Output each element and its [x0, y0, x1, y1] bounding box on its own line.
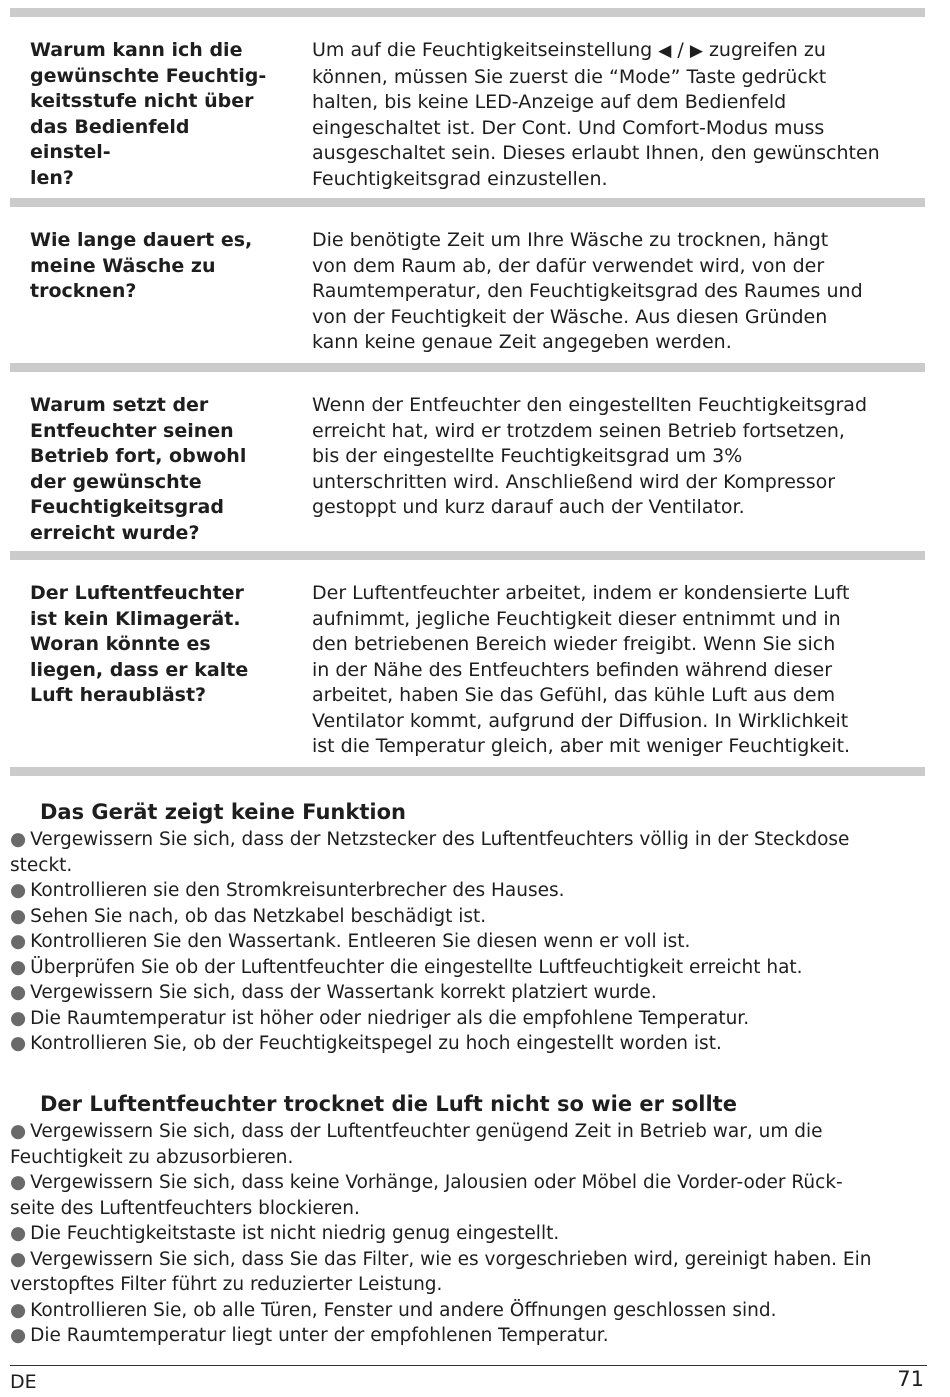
list-item: [10, 1170, 928, 1221]
bullet-list: [10, 827, 928, 1057]
list-item: [10, 955, 928, 981]
faq-question: Der Luftentfeuchter ist kein Klimagerät. Woran könnte es liegen, dass er kalte Luft heraubläst?: [30, 582, 249, 706]
list-item: [10, 980, 928, 1006]
list-item: [10, 1031, 928, 1057]
bullet-icon: ●: [10, 1121, 27, 1142]
bullet-icon: ●: [10, 956, 27, 978]
bullet-icon: ●: [10, 931, 27, 952]
faq-question: Wie lange dauert es, meine Wäsche zu trocknen?: [30, 229, 253, 302]
list-item: [10, 1006, 928, 1032]
list-item: [10, 1221, 928, 1247]
faq-row: [10, 8, 925, 198]
list-item-text: Kontrollieren sie den Stromkreisunterbrecher des Hauses.: [30, 880, 565, 901]
faq-answer: Die benötigte Zeit um Ihre Wäsche zu trocknen, hängt von dem Raum ab, der dafür verwendet wird, von der Raumtemperatur, den Feuchtigkeitsgrad des Raumes und von der Feuchtigkeit der Wäsche. Aus diesen Gründen kann keine genaue Zeit angegeben werden.: [312, 229, 863, 353]
list-item-text: Vergewissern Sie sich, dass Sie das Filter, wie es vorgeschrieben wird, gereinigt haben. Ein verstopftes Filter führt zu reduzierter Leistung.: [10, 1248, 872, 1295]
list-item-text: Kontrollieren Sie, ob der Feuchtigkeitspegel zu hoch eingestellt worden ist.: [30, 1033, 722, 1054]
faq-answer: [312, 38, 922, 192]
bullet-list: [10, 1119, 928, 1349]
troubleshooting-section-no-function: [10, 797, 928, 1057]
bullet-icon: ●: [10, 829, 27, 850]
list-item-text: Vergewissern Sie sich, dass der Wassertank korrekt platziert wurde.: [30, 982, 657, 1003]
list-item: [10, 827, 928, 878]
list-item: [10, 1247, 928, 1298]
list-item-text: Kontrollieren Sie, ob alle Türen, Fenster und andere Öffnungen geschlossen sind.: [30, 1299, 777, 1321]
page-number: 71: [897, 1367, 924, 1391]
list-item-text: Überprüfen Sie ob der Luftentfeuchter die eingestellte Luftfeuchtigkeit erreicht hat.: [30, 956, 803, 978]
list-item: [10, 1119, 928, 1170]
arrow-right-icon: ▶: [689, 41, 703, 61]
faq-question: Warum kann ich die gewünschte Feuchtig- keitsstufe nicht über das Bedienfeld einstel- len?: [30, 39, 267, 189]
bullet-icon: ●: [10, 905, 27, 927]
list-item: [10, 1323, 928, 1349]
faq-answer: Wenn der Entfeuchter den eingestellten Feuchtigkeitsgrad erreicht hat, wird er trotzdem seinen Betrieb fortsetzen, bis der eingestellte Feuchtigkeitsgrad um 3% unterschritten wird. Anschließend wird der Kompressor gestoppt und kurz darauf auch der Ventilator.: [312, 394, 868, 518]
faq-question: Warum setzt der Entfeuchter seinen Betrieb fort, obwohl der gewünschte Feuchtigkeitsgrad erreicht wurde?: [30, 394, 247, 544]
list-item: [10, 878, 928, 904]
faq-answer: Der Luftentfeuchter arbeitet, indem er kondensierte Luft aufnimmt, jegliche Feuchtigkeit dieser entnimmt und in den betriebenen Bereich wieder freigibt. Wenn Sie sich in der Nähe des Entfeuchters befinden während dieser arbeitet, haben Sie das Gefühl, das kühle Luft aus dem Ventilator kommt, aufgrund der Diffusion. In Wirklichkeit ist die Temperatur gleich, aber mit weniger Feuchtigkeit.: [312, 582, 851, 757]
section-title: Das Gerät zeigt keine Funktion: [40, 800, 406, 824]
bullet-icon: ●: [10, 1033, 27, 1054]
list-item-text: Sehen Sie nach, ob das Netzkabel beschädigt ist.: [30, 905, 487, 927]
list-item-text: Vergewissern Sie sich, dass keine Vorhänge, Jalousien oder Möbel die Vorder-oder Rück- seite des Luftentfeuchters blockieren.: [10, 1172, 843, 1219]
troubleshooting-section-not-drying: [10, 1089, 928, 1349]
list-item-text: Vergewissern Sie sich, dass der Luftentfeuchter genügend Zeit in Betrieb war, um die Feuchtigkeit zu abzusorbieren.: [10, 1121, 823, 1168]
bullet-icon: ●: [10, 1223, 27, 1244]
section-title: Der Luftentfeuchter trocknet die Luft nicht so wie er sollte: [40, 1092, 737, 1116]
bullet-icon: ●: [10, 1325, 27, 1346]
footer-language: DE: [10, 1371, 37, 1393]
bullet-icon: ●: [10, 1299, 27, 1321]
list-item-text: Die Feuchtigkeitstaste ist nicht niedrig genug eingestellt.: [30, 1223, 560, 1244]
faq-divider: [10, 767, 925, 776]
arrow-left-icon: ◀: [658, 41, 672, 61]
list-item-text: Die Raumtemperatur liegt unter der empfohlenen Temperatur.: [30, 1325, 609, 1346]
list-item-text: Vergewissern Sie sich, dass der Netzstecker des Luftentfeuchters völlig in der Steckdose steckt.: [10, 829, 850, 876]
bullet-icon: ●: [10, 1172, 27, 1193]
bullet-icon: ●: [10, 1248, 27, 1270]
faq-row: [10, 363, 925, 551]
list-item-text: Die Raumtemperatur ist höher oder niedriger als die empfohlene Temperatur.: [30, 1007, 750, 1029]
answer-slash: /: [671, 39, 690, 61]
bullet-icon: ●: [10, 982, 27, 1003]
answer-text: Um auf die Feuchtigkeitseinstellung: [312, 39, 659, 61]
faq-table: [10, 8, 925, 776]
footer-divider: [10, 1365, 927, 1366]
bullet-icon: ●: [10, 1007, 27, 1029]
faq-row: [10, 551, 925, 767]
answer-text: zugreifen zu können, müssen Sie zuerst die “Mode” Taste gedrückt halten, bis keine LED-Anzeige auf dem Bedienfeld eingeschaltet ist. Der Cont. Und Comfort-Modus muss ausgeschaltet sein. Dieses erlaubt Ihnen, den gewünschten Feuchtigkeitsgrad einzustellen.: [312, 39, 880, 190]
list-item-text: Kontrollieren Sie den Wassertank. Entleeren Sie diesen wenn er voll ist.: [30, 931, 691, 952]
bullet-icon: ●: [10, 880, 27, 901]
faq-row: [10, 198, 925, 363]
list-item: [10, 904, 928, 930]
list-item: [10, 1298, 928, 1324]
list-item: [10, 929, 928, 955]
